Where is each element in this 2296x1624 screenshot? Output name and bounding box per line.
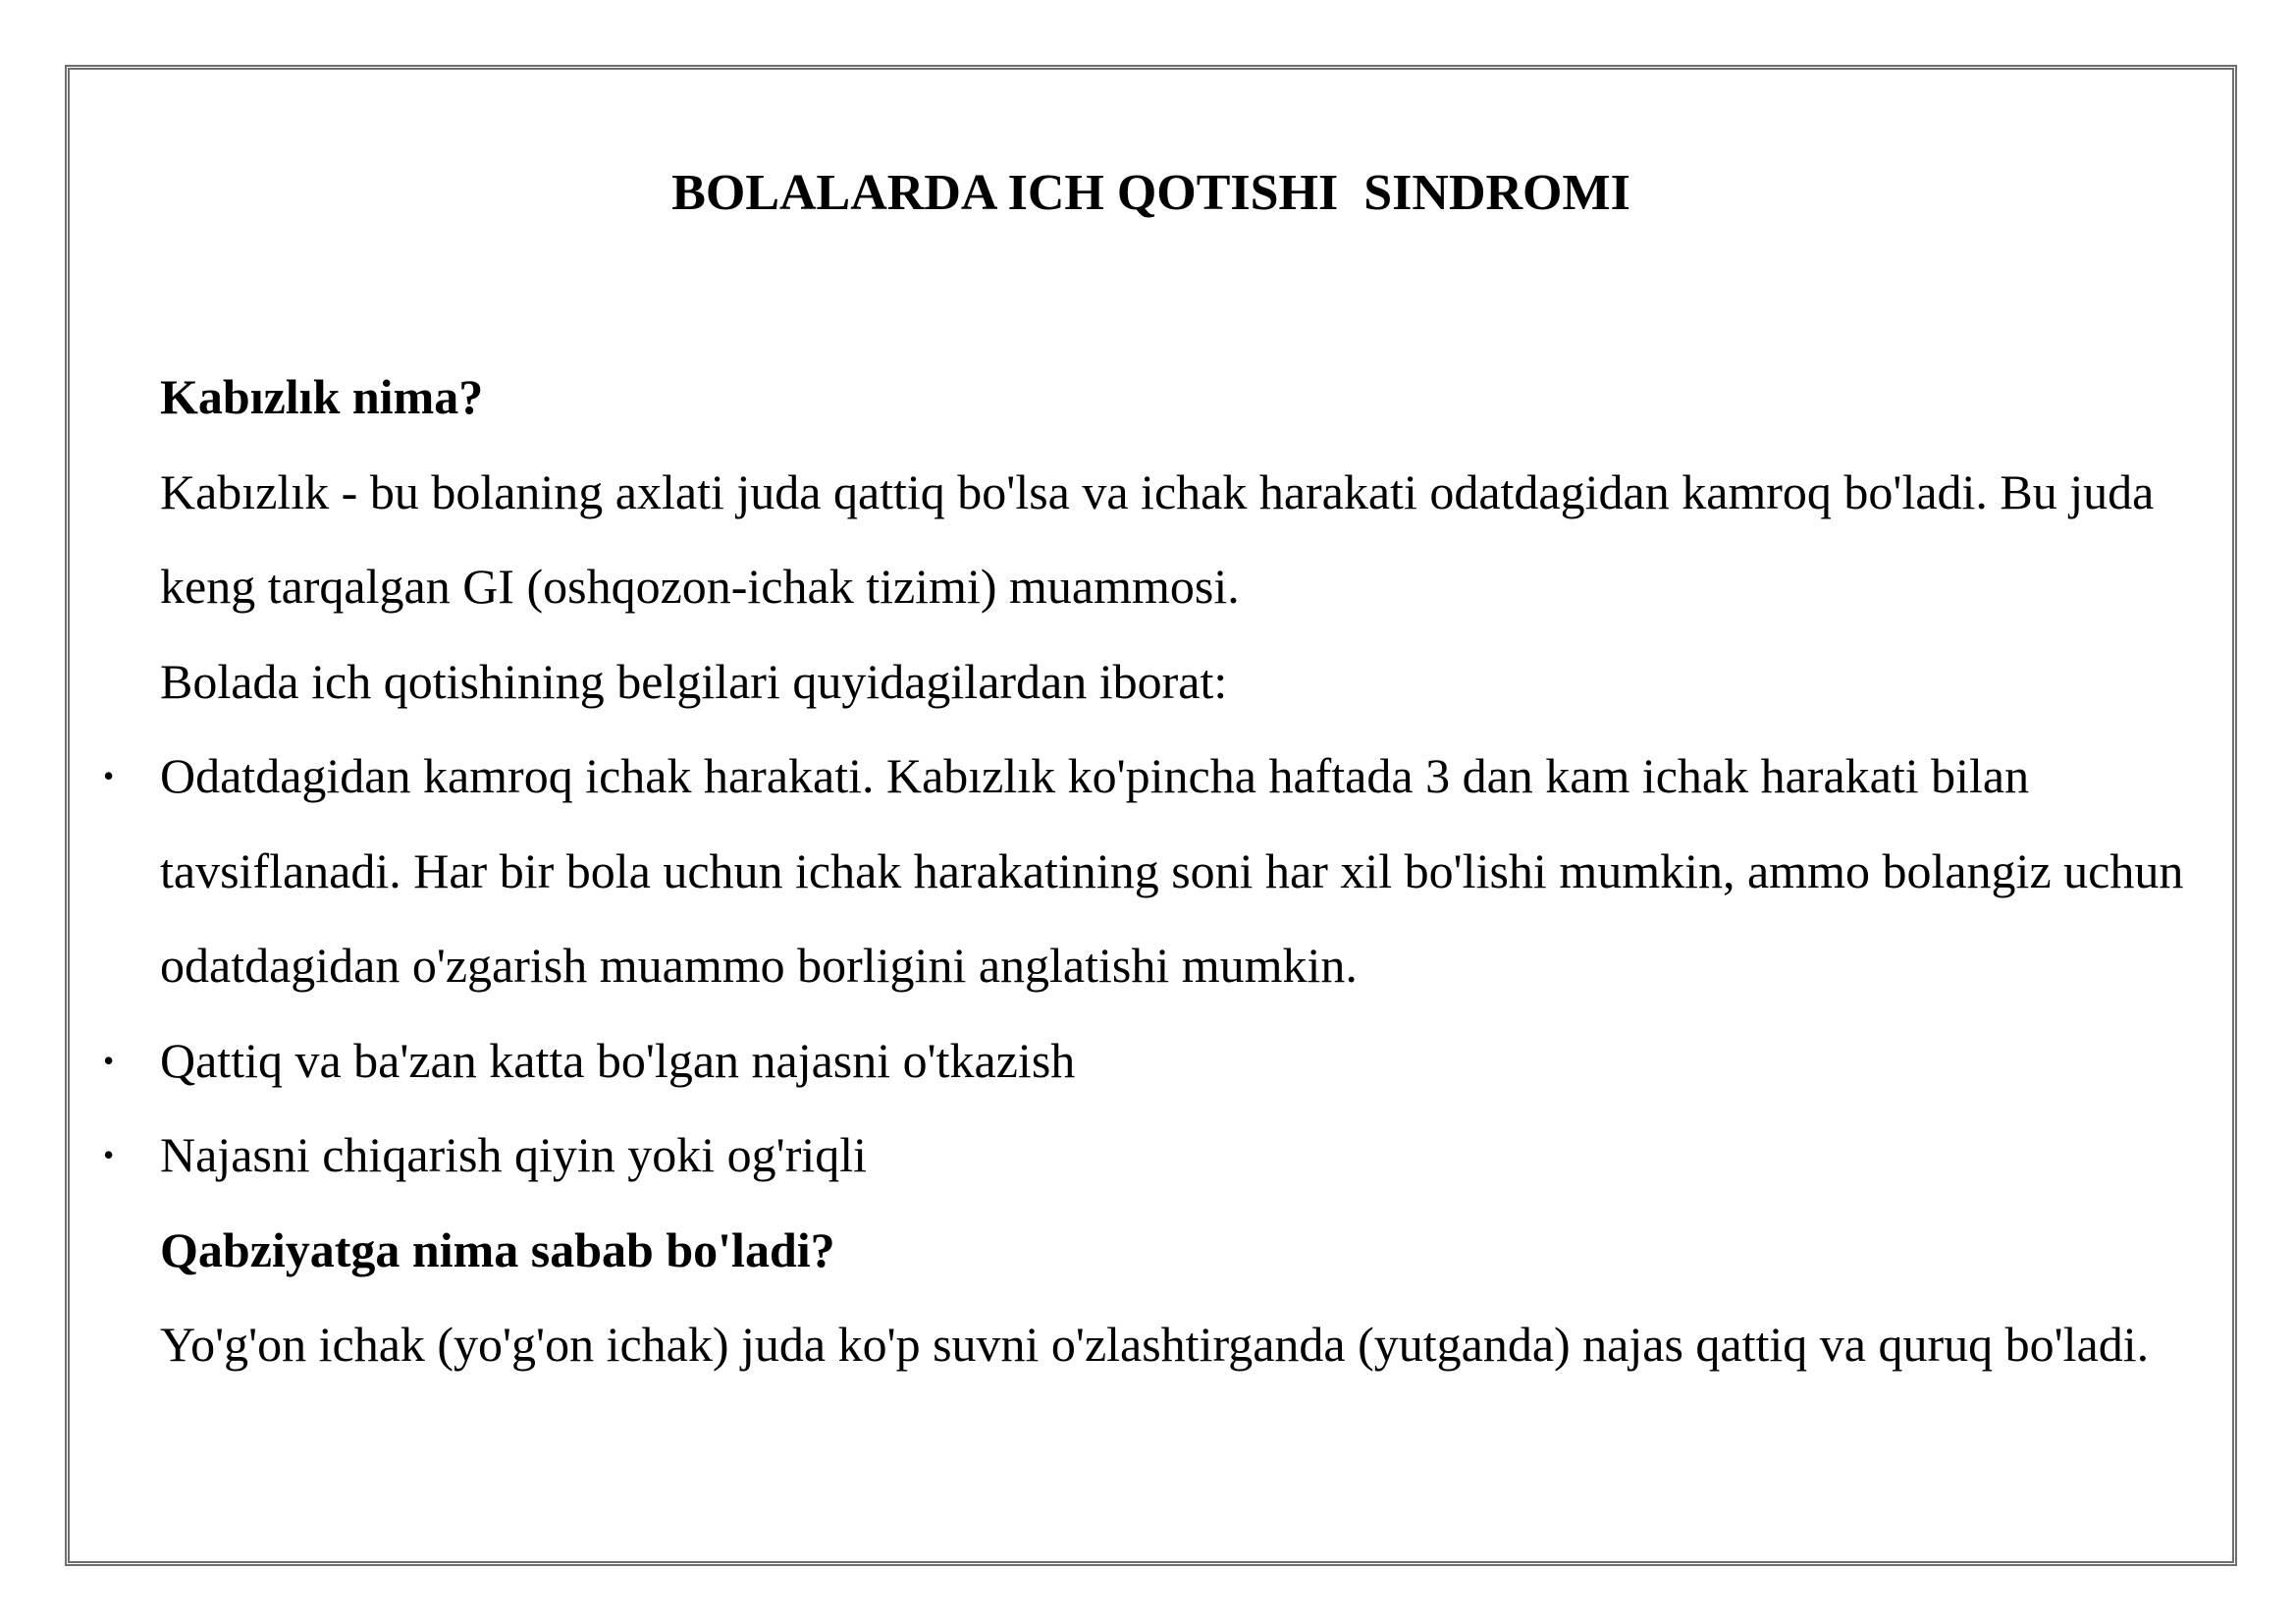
causes-paragraph: Yo'g'on ichak (yo'g'on ichak) juda ko'p suvni o'zlashtirganda (yutganda) najas qattiq va quruq bo'ladi. xyxy=(160,1317,2150,1372)
document-body xyxy=(103,350,2212,1392)
list-item-text: Qattiq va ba'zan katta bo'lgan najasni o'tkazish xyxy=(160,1032,1076,1088)
page-border xyxy=(65,65,2237,1566)
symptoms-list xyxy=(103,729,2212,1203)
list-item-text: Najasni chiqarish qiyin yoki og'riqli xyxy=(160,1127,868,1182)
list-item-text: Odatdagidan kamroq ichak harakati. Kabızlık ko'pincha haftada 3 dan kam ichak harakati bilan tavsiflanadi. Har bir bola uchun ichak harakatining soni har xil bo'lishi mumkin, ammo bolangiz uchun odatdagidan o'zgarish muammo borligini anglatishi mumkin. xyxy=(160,748,2184,993)
bullet-icon: • xyxy=(103,1042,115,1078)
section-heading-what-is: Kabızlık nima? xyxy=(160,369,484,424)
list-item xyxy=(103,1013,2212,1109)
section-heading-causes: Qabziyatga nima sabab bo'ladi? xyxy=(160,1221,835,1277)
definition-paragraph: Kabızlık - bu bolaning axlati juda qattiq bo'lsa va ichak harakati odatdagidan kamroq bo'ladi. Bu juda keng tarqalgan GI (oshqozon-ichak tizimi) muammosi. xyxy=(160,463,2155,614)
symptoms-intro-paragraph: Bolada ich qotishining belgilari quyidagilardan iborat: xyxy=(160,653,1228,709)
list-item xyxy=(103,729,2212,1013)
document-title: BOLALARDA ICH QOTISHI SINDROMI xyxy=(671,165,1630,221)
bullet-icon: • xyxy=(103,1137,115,1172)
bullet-icon: • xyxy=(103,758,115,793)
list-item xyxy=(103,1108,2212,1203)
